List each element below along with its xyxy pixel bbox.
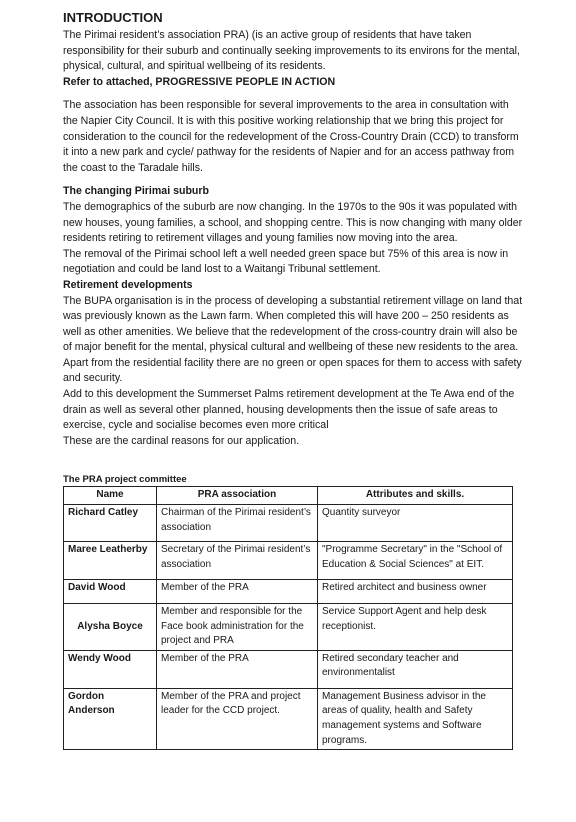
table-row xyxy=(64,688,513,749)
member-skills: Quantity surveyor xyxy=(318,505,513,542)
member-association: Chairman of the Pirimai resident’s association xyxy=(157,505,318,542)
refer-attached-line: Refer to attached, PROGRESSIVE PEOPLE IN ACTION xyxy=(63,75,336,88)
member-name: Wendy Wood xyxy=(64,650,157,688)
table-row xyxy=(64,505,513,542)
retirement-paragraph-1: The BUPA organisation is in the process of developing a substantial retirement village on land that was previously known as the Lawn farm. When completed this will have 200 – 250 residents as well as other amenities. We believe that the redevelopment of the cross-country drain will also be of major benefit for the mental, physical cultural and wellbeing of these new residents to the area. xyxy=(63,294,523,354)
member-name: Richard Catley xyxy=(64,505,157,542)
introduction-heading: INTRODUCTION xyxy=(63,10,163,25)
header-name: Name xyxy=(64,487,157,505)
member-association: Member of the PRA xyxy=(157,580,318,604)
changing-paragraph-1: The demographics of the suburb are now changing. In the 1970s to the 90s it was populated with new houses, young families, a school, and shopping centre. This is now changing with many older residents retiring to retirement villages and young families now moving into the area. xyxy=(63,200,523,245)
committee-table xyxy=(63,486,513,750)
member-name: Alysha Boyce xyxy=(64,604,157,651)
retirement-paragraph-3: Add to this development the Summerset Palms retirement development at the Te Awa end of the drain as well as several other planned, housing developments then the issue of safe areas to exercise, cycle and socialise becomes even more critical xyxy=(63,388,515,432)
table-header-row xyxy=(64,487,513,505)
intro-paragraph-2: The association has been responsible for several improvements to the area in consultation with the Napier City Council. It is with this positive working relationship that we bring this project for consideration to the council for the redevelopment of the Cross-Country Drain (CCD) to transform it into a new park and cycle/ pathway for the residents of Napier and for an access pathway from the coast to the Taradale hills. xyxy=(63,99,519,174)
changing-suburb-heading: The changing Pirimai suburb xyxy=(63,185,209,198)
committee-table-caption: The PRA project committee xyxy=(63,474,187,486)
member-skills: Management Business advisor in the areas of quality, health and Safety management systems and Software programs. xyxy=(318,688,513,749)
member-name: David Wood xyxy=(64,580,157,604)
retirement-paragraph-2: Apart from the residential facility there are no green or open spaces for them to access with safety and security. xyxy=(63,356,522,385)
member-association: Member and responsible for the Face book administration for the project and PRA xyxy=(157,604,318,651)
header-association: PRA association xyxy=(157,487,318,505)
retirement-heading: Retirement developments xyxy=(63,278,193,291)
member-skills: Service Support Agent and help desk receptionist. xyxy=(318,604,513,651)
intro-paragraph-1: The Pirimai resident’s association PRA) (is an active group of residents that have taken responsibility for their suburb and continually seeking improvements to its environs for the mental, physical, cultural, and spiritual wellbeing of its residents. xyxy=(63,29,520,73)
member-skills: Retired architect and business owner xyxy=(318,580,513,604)
member-association: Member of the PRA and project leader for the CCD project. xyxy=(157,688,318,749)
member-name: Maree Leatherby xyxy=(64,542,157,580)
header-skills: Attributes and skills. xyxy=(318,487,513,505)
member-name: Gordon Anderson xyxy=(64,688,157,749)
table-row xyxy=(64,604,513,651)
member-association: Secretary of the Pirimai resident’s association xyxy=(157,542,318,580)
table-row xyxy=(64,580,513,604)
member-association: Member of the PRA xyxy=(157,650,318,688)
retirement-paragraph-4: These are the cardinal reasons for our application. xyxy=(63,434,300,447)
changing-paragraph-2: The removal of the Pirimai school left a well needed green space but 75% of this area is now in negotiation and could be land lost to a Waitangi Tribunal settlement. xyxy=(63,247,509,276)
member-skills: Retired secondary teacher and environmentalist xyxy=(318,650,513,688)
member-skills: "Programme Secretary" in the "School of Education & Social Sciences" at EIT. xyxy=(318,542,513,580)
table-row xyxy=(64,542,513,580)
table-row xyxy=(64,650,513,688)
